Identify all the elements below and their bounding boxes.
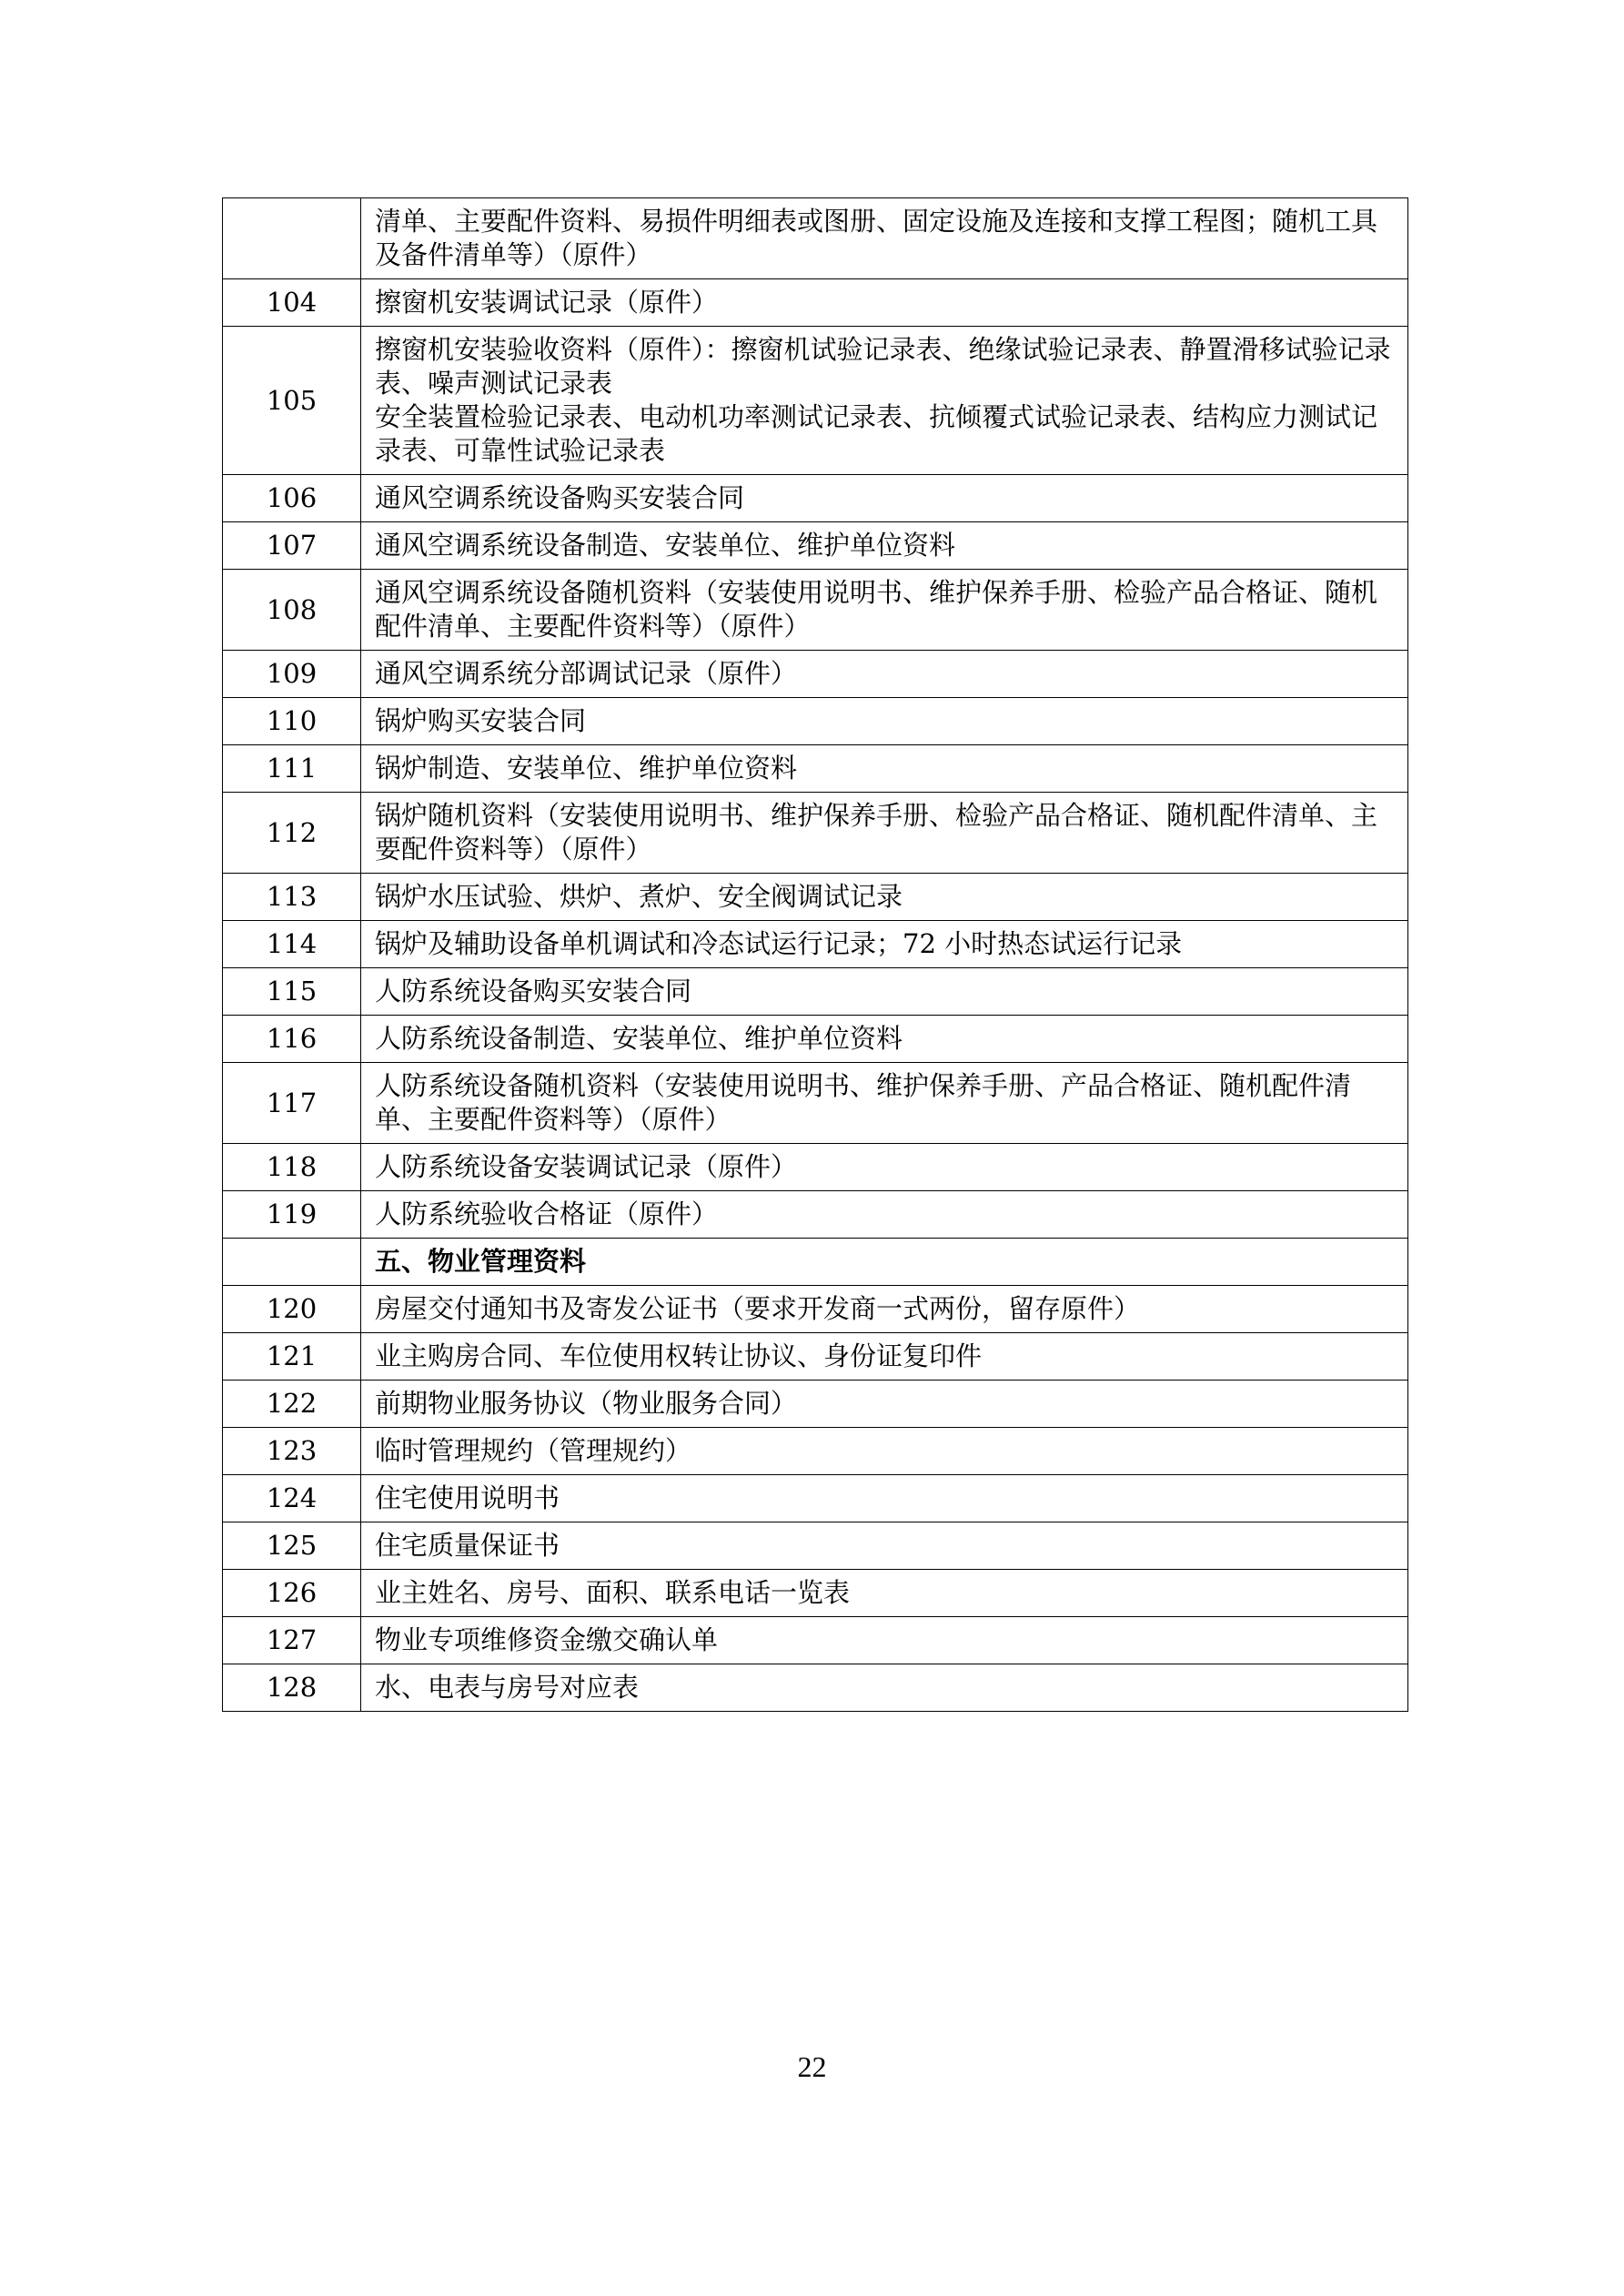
table-row: [223, 475, 1408, 522]
row-number: 104: [223, 279, 361, 327]
row-number: 123: [223, 1428, 361, 1475]
row-description: 业主姓名、房号、面积、联系电话一览表: [361, 1570, 1408, 1617]
row-number: 125: [223, 1522, 361, 1570]
row-description: 锅炉购买安装合同: [361, 698, 1408, 745]
table-row: [223, 1063, 1408, 1144]
table-row: [223, 279, 1408, 327]
row-description: 人防系统设备制造、安装单位、维护单位资料: [361, 1016, 1408, 1063]
table-row: [223, 874, 1408, 921]
row-number: 119: [223, 1191, 361, 1239]
table-row: [223, 1617, 1408, 1664]
row-description: 通风空调系统设备随机资料（安装使用说明书、维护保养手册、检验产品合格证、随机配件清单、主要配件资料等）（原件）: [361, 570, 1408, 651]
row-description: 通风空调系统设备购买安装合同: [361, 475, 1408, 522]
row-number: 116: [223, 1016, 361, 1063]
table-row: [223, 1333, 1408, 1381]
section-header-row: [223, 1239, 1408, 1286]
table-row: [223, 1286, 1408, 1333]
table-row: [223, 1144, 1408, 1191]
table-row: [223, 1428, 1408, 1475]
row-number: 127: [223, 1617, 361, 1664]
row-number: 115: [223, 968, 361, 1016]
row-number: 124: [223, 1475, 361, 1522]
table-row: [223, 522, 1408, 570]
row-number: 121: [223, 1333, 361, 1381]
table-row: [223, 1664, 1408, 1712]
row-number: 109: [223, 651, 361, 698]
row-description: 物业专项维修资金缴交确认单: [361, 1617, 1408, 1664]
row-description: 前期物业服务协议（物业服务合同）: [361, 1381, 1408, 1428]
table-row: [223, 1475, 1408, 1522]
row-number: 120: [223, 1286, 361, 1333]
table-row: [223, 1570, 1408, 1617]
row-description: 人防系统设备随机资料（安装使用说明书、维护保养手册、产品合格证、随机配件清单、主要配件资料等）（原件）: [361, 1063, 1408, 1144]
row-description: 通风空调系统设备制造、安装单位、维护单位资料: [361, 522, 1408, 570]
row-description: 锅炉及辅助设备单机调试和冷态试运行记录；72 小时热态试运行记录: [361, 921, 1408, 968]
table-row: [223, 1522, 1408, 1570]
row-description: 通风空调系统分部调试记录（原件）: [361, 651, 1408, 698]
row-number: 106: [223, 475, 361, 522]
row-number: 118: [223, 1144, 361, 1191]
row-description: 住宅使用说明书: [361, 1475, 1408, 1522]
row-number: 113: [223, 874, 361, 921]
row-number: 114: [223, 921, 361, 968]
row-description: 人防系统设备安装调试记录（原件）: [361, 1144, 1408, 1191]
row-description: 擦窗机安装调试记录（原件）: [361, 279, 1408, 327]
row-description: 临时管理规约（管理规约）: [361, 1428, 1408, 1475]
row-number: 128: [223, 1664, 361, 1712]
records-table-body: [223, 198, 1408, 1712]
records-table: [222, 197, 1408, 1712]
table-row: [223, 1191, 1408, 1239]
table-row: [223, 1016, 1408, 1063]
row-number: 126: [223, 1570, 361, 1617]
row-number: [223, 1239, 361, 1286]
row-number: 117: [223, 1063, 361, 1144]
row-description: 擦窗机安装验收资料（原件）：擦窗机试验记录表、绝缘试验记录表、静置滑移试验记录表、噪声测试记录表 安全装置检验记录表、电动机功率测试记录表、抗倾覆式试验记录表、结构应力测试记录表、可靠性试验记录表: [361, 327, 1408, 475]
table-row: [223, 198, 1408, 279]
row-description: 清单、主要配件资料、易损件明细表或图册、固定设施及连接和支撑工程图；随机工具及备件清单等）（原件）: [361, 198, 1408, 279]
page-number: 22: [797, 2050, 827, 2083]
table-row: [223, 570, 1408, 651]
row-description: 人防系统设备购买安装合同: [361, 968, 1408, 1016]
row-description: 人防系统验收合格证（原件）: [361, 1191, 1408, 1239]
row-description: 住宅质量保证书: [361, 1522, 1408, 1570]
row-description: 锅炉制造、安装单位、维护单位资料: [361, 745, 1408, 793]
row-number: 122: [223, 1381, 361, 1428]
section-title: 五、物业管理资料: [361, 1239, 1408, 1286]
row-description: 锅炉随机资料（安装使用说明书、维护保养手册、检验产品合格证、随机配件清单、主要配件资料等）（原件）: [361, 793, 1408, 874]
row-number: 110: [223, 698, 361, 745]
table-row: [223, 1381, 1408, 1428]
row-number: 108: [223, 570, 361, 651]
row-number: 105: [223, 327, 361, 475]
table-row: [223, 793, 1408, 874]
row-description: 房屋交付通知书及寄发公证书（要求开发商一式两份，留存原件）: [361, 1286, 1408, 1333]
row-number: [223, 198, 361, 279]
row-description: 业主购房合同、车位使用权转让协议、身份证复印件: [361, 1333, 1408, 1381]
table-row: [223, 921, 1408, 968]
row-description: 水、电表与房号对应表: [361, 1664, 1408, 1712]
row-description: 锅炉水压试验、烘炉、煮炉、安全阀调试记录: [361, 874, 1408, 921]
table-row: [223, 698, 1408, 745]
row-number: 112: [223, 793, 361, 874]
row-number: 111: [223, 745, 361, 793]
table-row: [223, 651, 1408, 698]
table-row: [223, 745, 1408, 793]
table-row: [223, 327, 1408, 475]
row-number: 107: [223, 522, 361, 570]
table-row: [223, 968, 1408, 1016]
